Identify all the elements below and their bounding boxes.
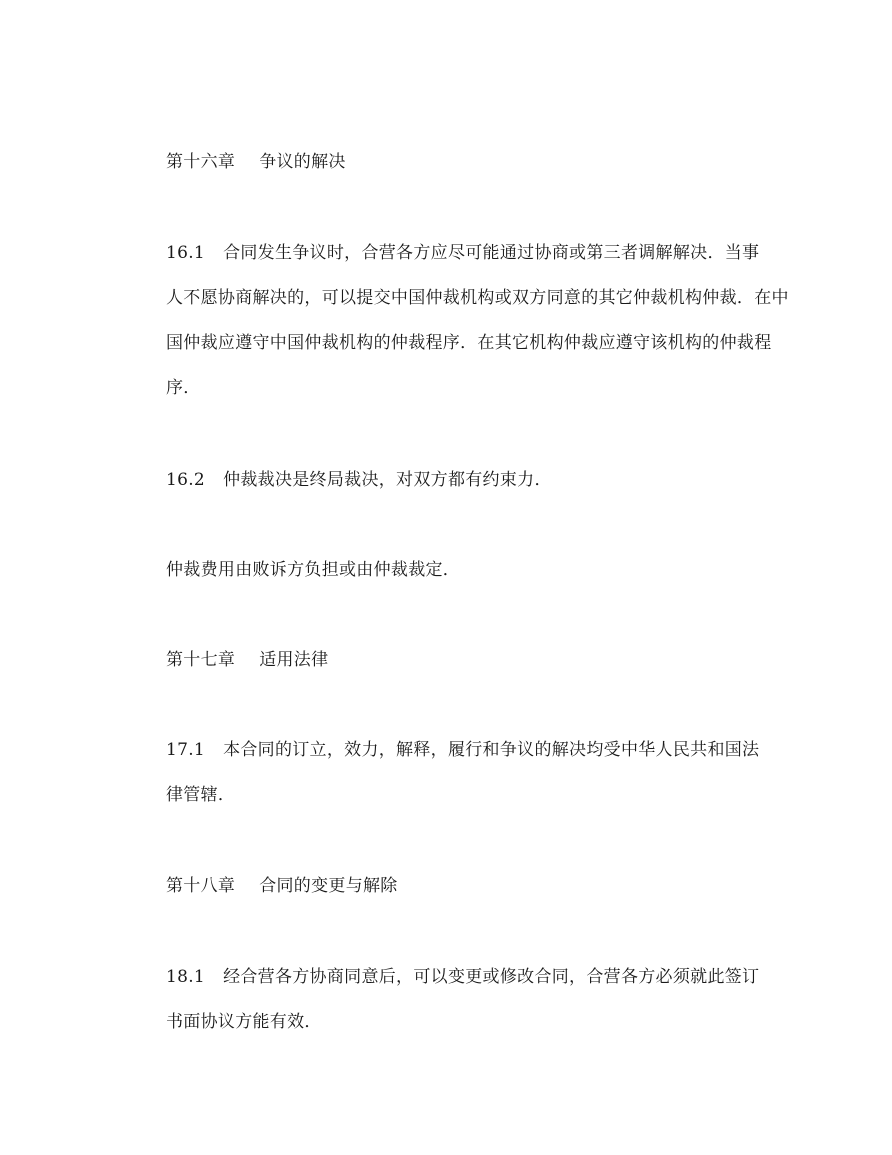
clause-17-1-line-2: 律管辖． [166, 785, 236, 805]
chapter-16-title: 争议的解决 [259, 152, 346, 172]
chapter-17-title: 适用法律 [259, 650, 329, 670]
clause-16-2-fees-text: 仲裁费用由败诉方负担或由仲裁裁定． [166, 560, 461, 580]
chapter-16-heading [166, 140, 776, 185]
clause-16-1 [166, 231, 789, 411]
chapter-17-number: 第十七章 [166, 650, 236, 670]
clause-16-1-line-1: 合同发生争议时，合营各方应尽可能通过协商或第三者调解解决．当事 [223, 243, 760, 263]
clause-16-2-text: 仲裁裁决是终局裁决，对双方都有约束力． [223, 470, 552, 490]
clause-16-1-line-3: 国仲裁应遵守中国仲裁机构的仲裁程序．在其它机构仲裁应遵守该机构的仲裁程 [166, 333, 772, 353]
clause-18-1-line-1: 经合营各方协商同意后，可以变更或修改合同，合营各方必须就此签订 [223, 967, 760, 987]
clause-18-1-line-2: 书面协议方能有效． [166, 1012, 322, 1032]
clause-16-1-line-4: 序． [166, 378, 201, 398]
chapter-18-heading [166, 864, 776, 909]
clause-18-1 [166, 955, 776, 1045]
clause-16-1-number: 16.1 [166, 243, 206, 263]
clause-16-2-fees [166, 548, 776, 593]
clause-17-1-number: 17.1 [166, 740, 206, 760]
chapter-17-heading [166, 638, 776, 683]
chapter-18-number: 第十八章 [166, 876, 236, 896]
chapter-18-title: 合同的变更与解除 [259, 876, 398, 896]
clause-16-1-line-2: 人不愿协商解决的，可以提交中国仲裁机构或双方同意的其它仲裁机构仲裁．在中 [166, 288, 789, 308]
clause-18-1-number: 18.1 [166, 967, 206, 987]
clause-16-2-number: 16.2 [166, 470, 206, 490]
clause-16-2 [166, 458, 776, 503]
clause-17-1 [166, 728, 776, 818]
chapter-16-number: 第十六章 [166, 152, 236, 172]
clause-17-1-line-1: 本合同的订立，效力，解释，履行和争议的解决均受中华人民共和国法 [223, 740, 760, 760]
